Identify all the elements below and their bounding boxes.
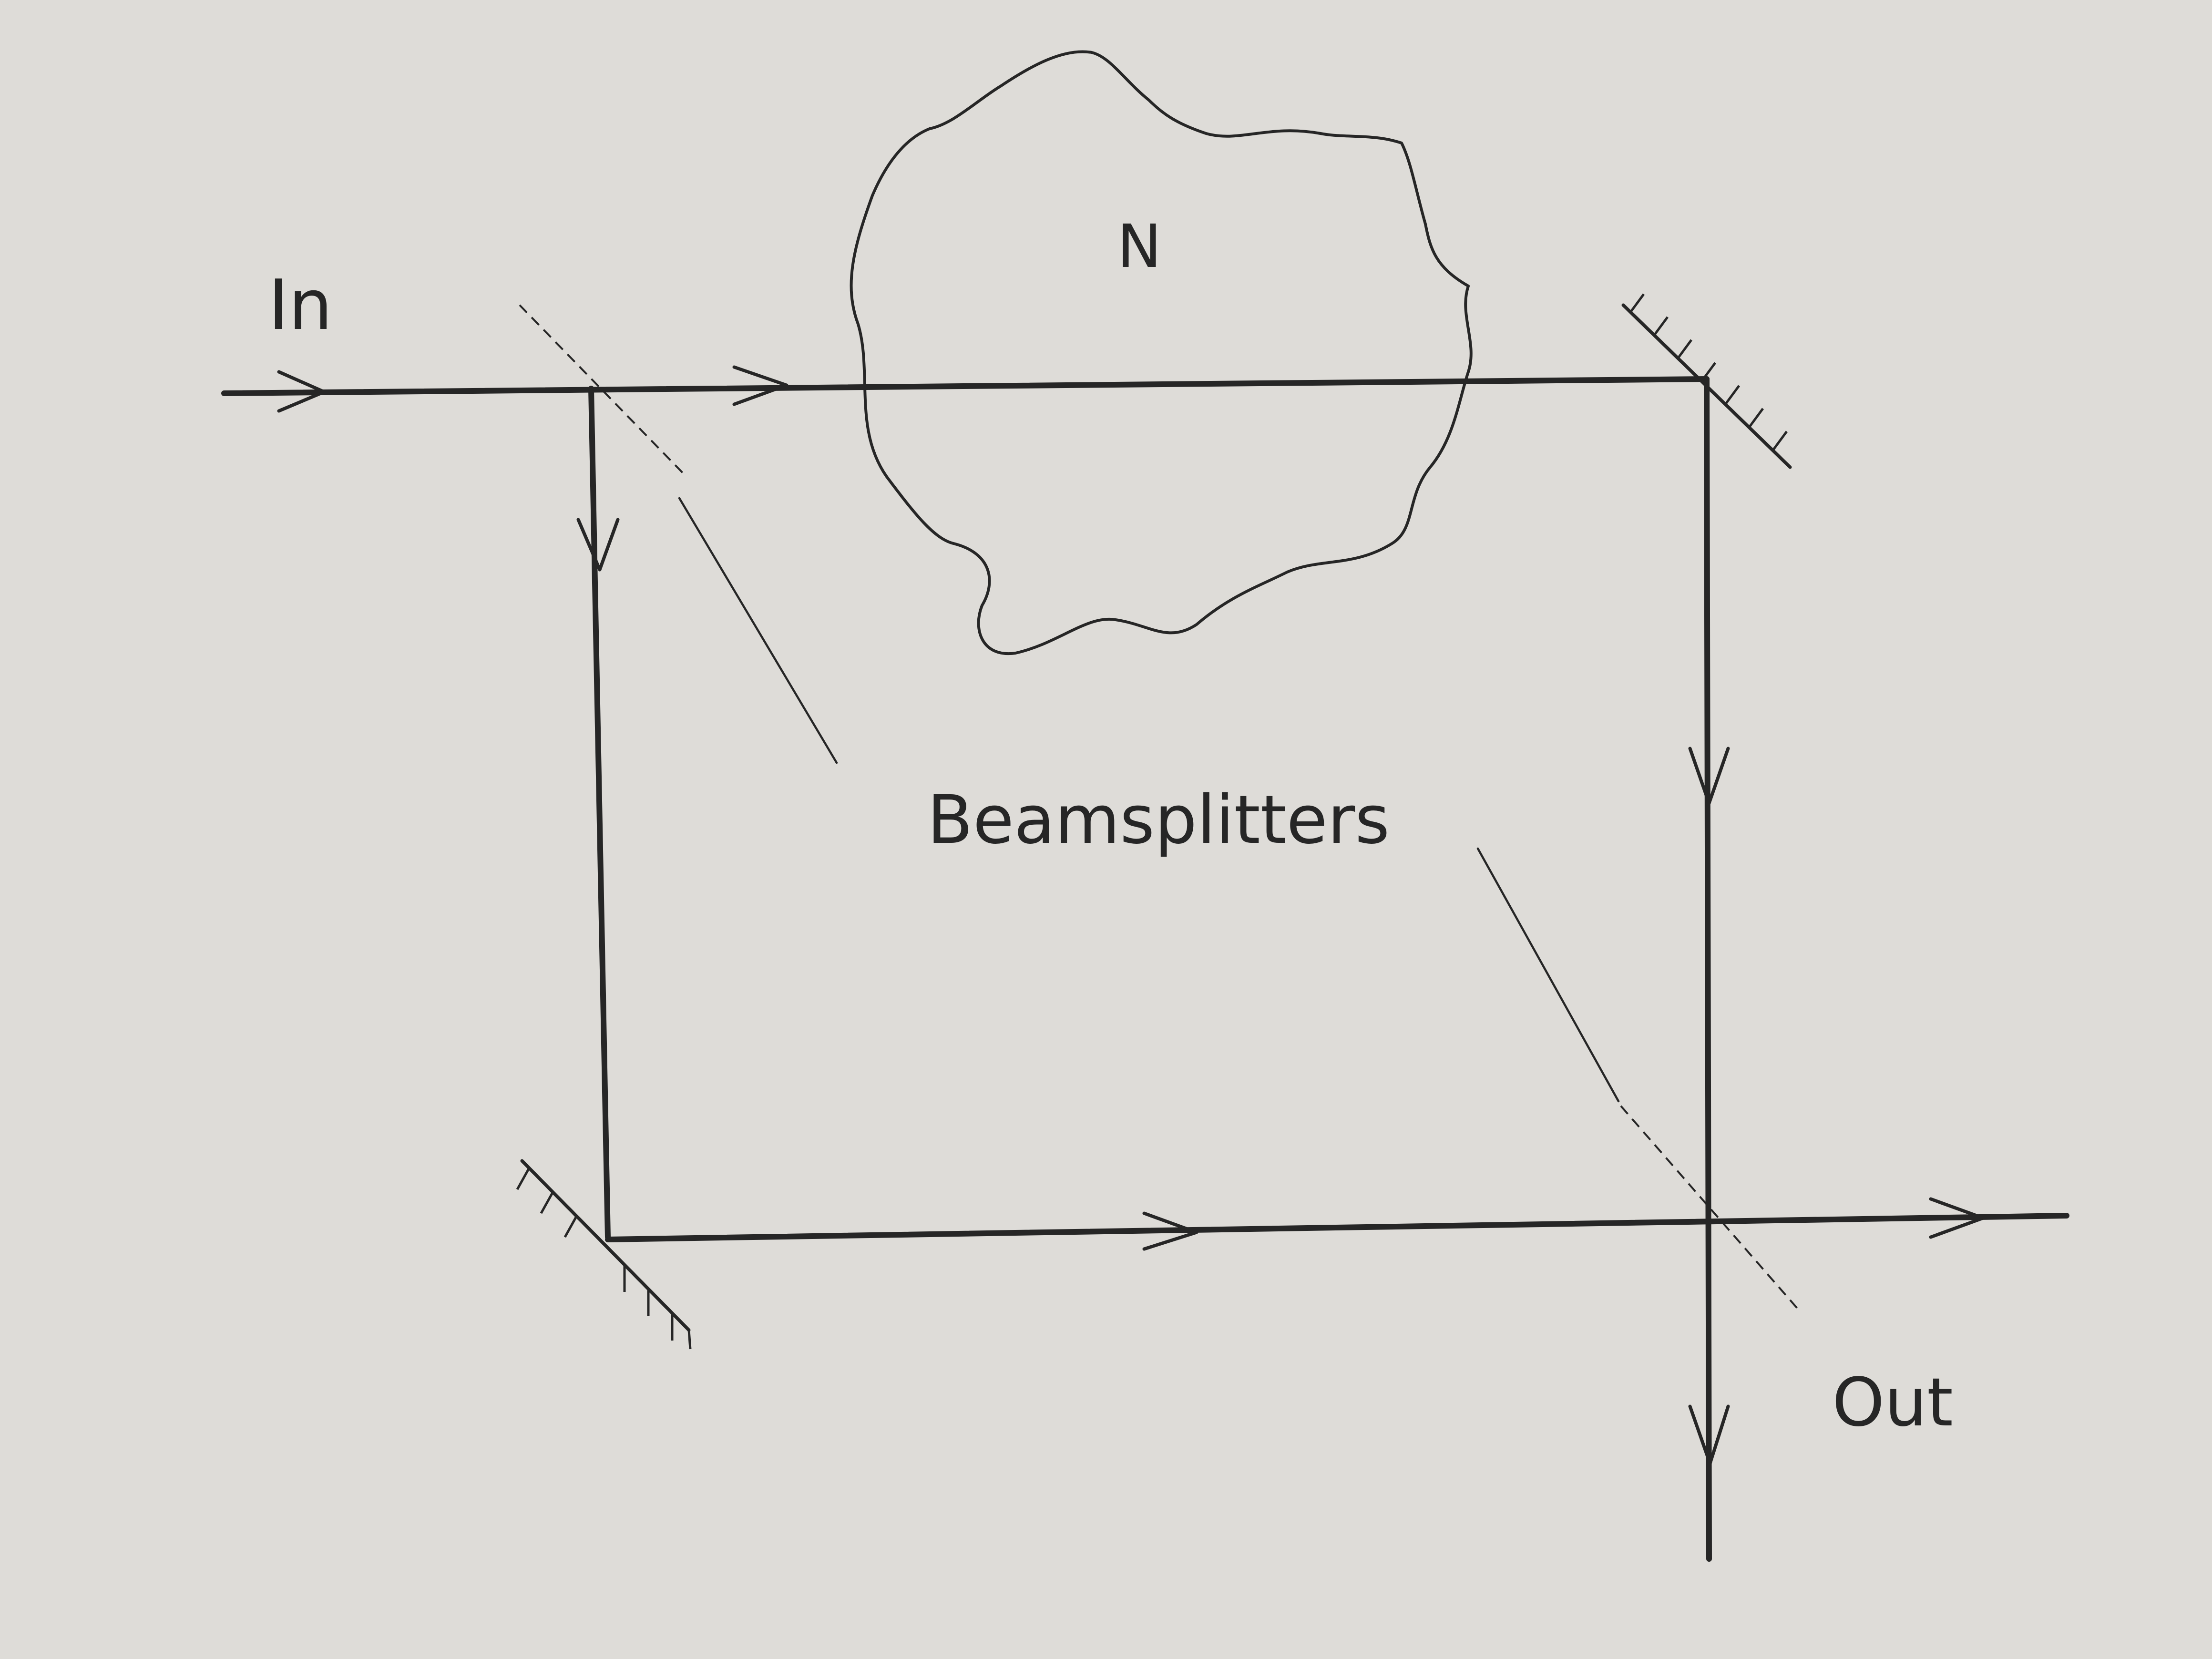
object-n-label: N — [1117, 212, 1162, 281]
output-label: Out — [1832, 1364, 1953, 1442]
right-arm-beam — [1707, 379, 1709, 1559]
beamsplitters-label: Beamsplitters — [927, 781, 1390, 859]
input-label: In — [268, 265, 333, 346]
